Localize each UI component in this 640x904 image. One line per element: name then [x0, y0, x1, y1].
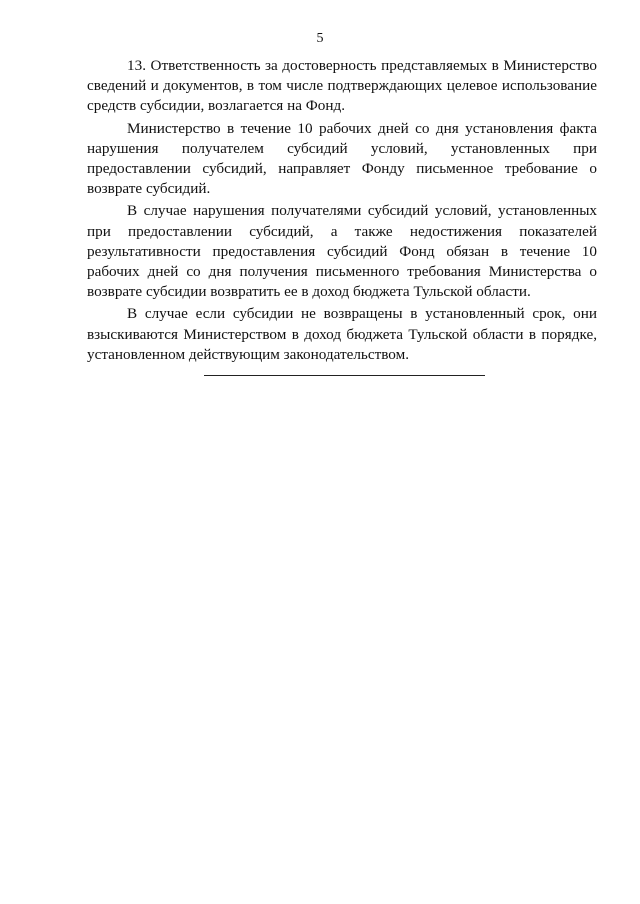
- page-number: 5: [316, 31, 324, 46]
- paragraph-refund-obligation: В случае нарушения получателями субсидий условий, установленных при предоставлении субсидий, а также недостижения показателей результативности предоставления субсидий Фонд обязан в течение 10 рабочих дней со дня получения письменного требования Министерства о возврате субсидии возвратить ее в доход бюджета Тульской области.: [87, 202, 597, 301]
- paragraph-violation-notice: Министерство в течение 10 рабочих дней со дня установления факта нарушения получателем субсидий условий, установленных при предоставлении субсидий, направляет Фонду письменное требование о возврате субсидий.: [87, 119, 597, 198]
- paragraph-recovery: В случае если субсидии не возвращены в установленный срок, они взыскиваются Министерством в доход бюджета Тульской области в порядке, установленном действующим законодательством.: [87, 305, 597, 363]
- end-divider: [204, 375, 485, 376]
- paragraph-responsibility: 13. Ответственность за достоверность представляемых в Министерство сведений и документов, в том числе подтверждающих целевое использование средств субсидии, возлагается на Фонд.: [87, 57, 597, 115]
- document-body: [87, 56, 597, 365]
